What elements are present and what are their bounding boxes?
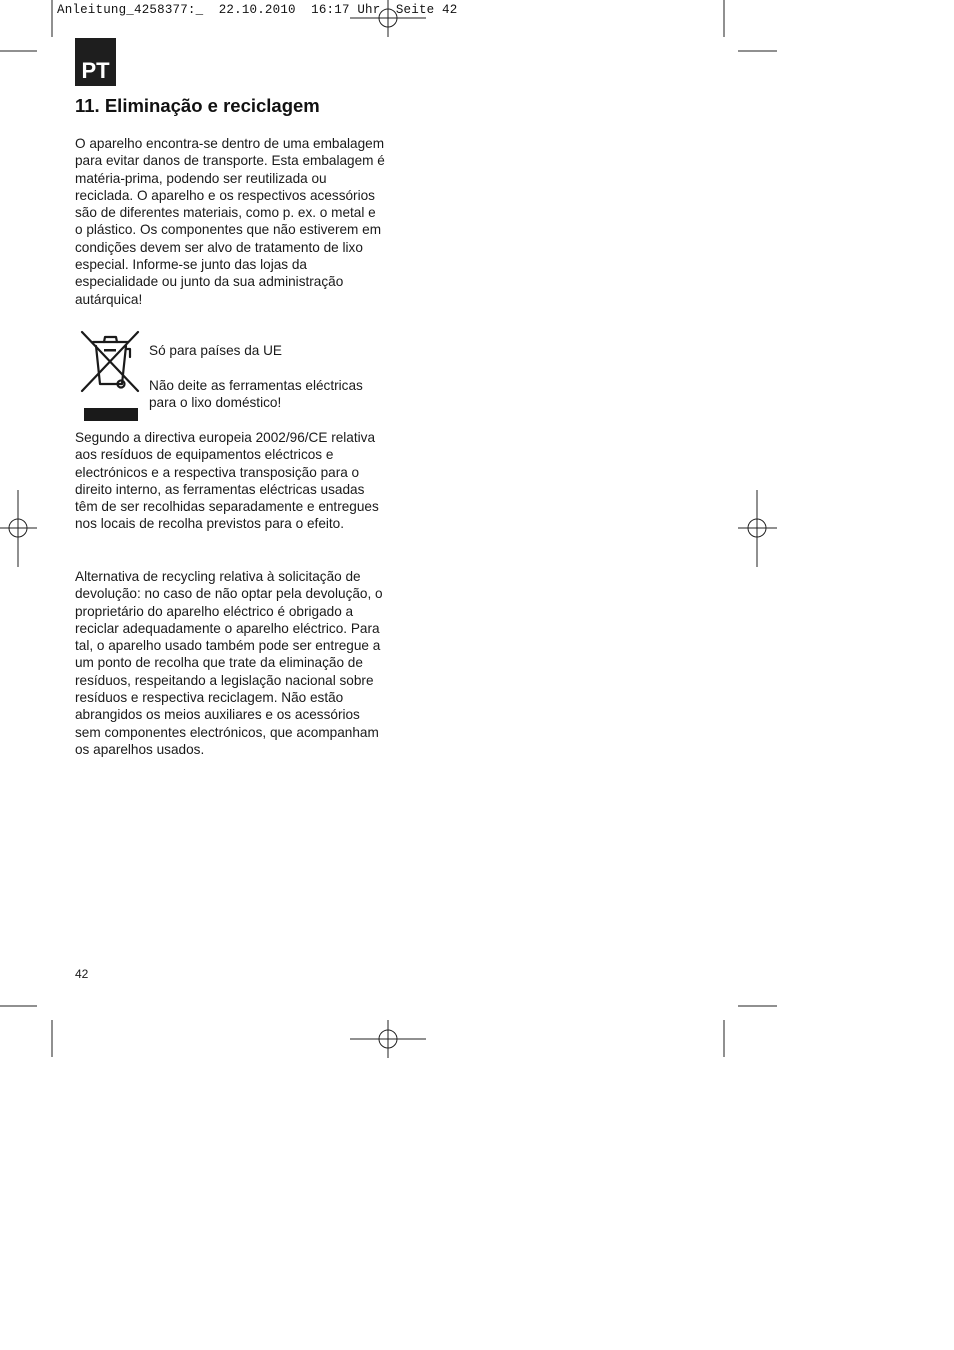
section-title: 11. Eliminação e reciclagem <box>75 95 320 116</box>
household-disposal-warning: Não deite as ferramentas eléctricas para o lixo doméstico! <box>149 378 363 411</box>
page-number: 42 <box>75 967 89 981</box>
directive-paragraph: Segundo a directiva europeia 2002/96/CE relativa aos resíduos de equipamentos eléctricos e electrónicos e a respectiva transposição para o direito interno, as ferramentas eléctricas usadas têm de ser recolhidas separadamente e entregues nos locais de recolha previstos para o efeito. <box>75 430 379 532</box>
crossed-out-wheelie-bin-icon <box>78 329 142 423</box>
intro-paragraph: O aparelho encontra-se dentro de uma embalagem para evitar danos de transporte. Esta embalagem é matéria-prima, podendo ser reutilizada ou reciclada. O aparelho e os respectivos acessórios são de diferentes materiais, como p. ex. o metal e o plástico. Os componentes que não estiverem em condições devem ser alvo de tratamento de lixo especial. Informe-se junto das lojas da especialidade ou junto da sua administração autárquica! <box>75 136 385 307</box>
print-header: Anleitung_4258377:_ 22.10.2010 16:17 Uhr Seite 42 <box>57 3 458 17</box>
eu-only-note: Só para países da UE <box>149 343 282 358</box>
language-code: PT <box>81 58 110 83</box>
language-badge <box>75 38 116 86</box>
recycling-alternative-paragraph: Alternativa de recycling relativa à solicitação de devolução: no caso de não optar pela devolução, o proprietário do aparelho eléctrico é obrigado a reciclar adequadamente o aparelho eléctrico. Para tal, o aparelho usado também pode ser entregue a um ponto de recolha que trate da eliminação de resíduos, respeitando a legislação nacional sobre resíduos e respectiva reciclagem. Não estão abrangidos os meios auxiliares e os acessórios sem componentes electrónicos, que acompanham os aparelhos usados. <box>75 569 383 757</box>
